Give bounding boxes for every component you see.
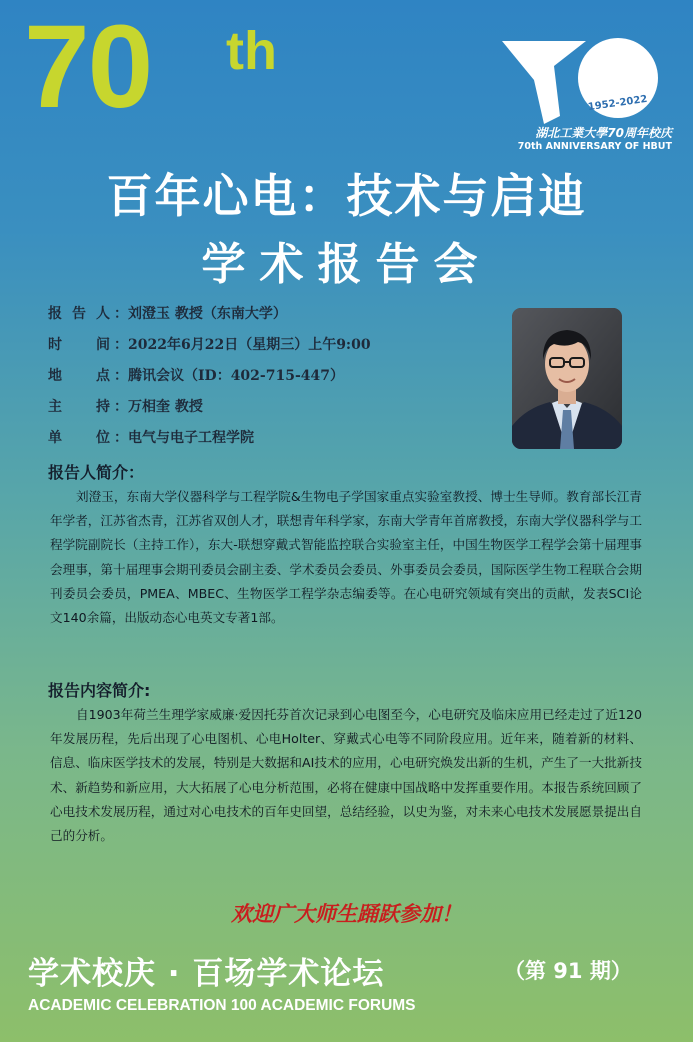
info-row-time [48,331,498,362]
sub-title: 学术报告会 [201,239,492,290]
issue-number: （第 91 期） [504,959,632,983]
abstract-text: 自1903年荷兰生理学家威廉·爱因托芬首次记录到心电图至今，心电研究及临床应用已经走过了近120年发展历程，先后出现了心电图机、心电Holter、穿戴式心电等不同阶段应用。近年来，随着新的材料、信息、临床医学技术的发展，特别是大数据和AI技术的应用，心电研究焕发出新的生机，产生了一大批新技术、新趋势和新应用，大大拓展了心电分析范围，必将在健康中国战略中发挥重要作用。本报告系统回顾了心电技术发展历程，通过对心电技术的百年史回望，总结经验，以史为鉴，对未来心电技术发展愿景提出自己的分析。 [50,707,642,844]
anniversary-number: 70 [24,1,152,133]
info-row-host [48,393,498,424]
info-separator: ： [114,399,128,415]
info-separator: ： [114,337,128,353]
info-separator: ： [114,368,128,384]
forum-title-english: ACADEMIC CELEBRATION 100 ACADEMIC FORUMS [28,997,416,1014]
bio-heading: 报告人简介： [48,463,145,482]
university-logo [500,36,675,156]
main-title: 百年心电：技术与启迪 [106,169,587,223]
info-row-location [48,362,498,393]
info-label: 地点 [48,368,110,384]
info-separator: ： [114,306,128,322]
info-label: 报告人 [48,306,110,322]
anniversary-logo-icon [500,36,675,128]
logo-english-text: 70th ANNIVERSARY OF HBUT [517,141,672,152]
info-label: 单位 [48,430,110,446]
info-row-unit [48,424,498,455]
info-value: 刘澄玉 教授（东南大学） [128,306,287,322]
logo-chinese-text: 湖北工業大學70周年校庆 [535,126,672,140]
bio-text: 刘澄玉，东南大学仪器科学与工程学院&生物电子学国家重点实验室教授、博士生导师。教育部长江青年学者，江苏省杰青，江苏省双创人才，联想青年科学家，东南大学青年首席教授，东南大学仪器科学与工程学院副院长（主持工作），东大-联想穿戴式智能监控联合实验室主任，中国生物医学工程学会第十届理事会理事，第十届理事会期刊委员会副主委、学术委员会委员、外事委员会委员，国际医学生物工程联合会期刊委员会委员，PMEA、MBEC、生物医学工程学杂志编委等。在心电研究领域有突出的贡献，发表SCI论文140余篇，出版动态心电英文专著1部。 [50,489,642,626]
info-label: 时间 [48,337,110,353]
info-value: 电气与电子工程学院 [128,430,254,446]
welcome-message: 欢迎广大师生踊跃参加！ [231,901,462,926]
event-info [48,300,498,455]
info-separator: ： [114,430,128,446]
info-row-speaker [48,300,498,331]
info-value: 万相奎 教授 [128,399,203,415]
abstract-heading: 报告内容简介: [48,681,151,700]
info-value: 腾讯会议（ID：402-715-447） [128,368,344,384]
info-label: 主持 [48,399,110,415]
speaker-photo [512,308,622,449]
logo-years: 1952-2022 [587,93,649,114]
forum-title: 学术校庆 · 百场学术论坛 [28,956,385,992]
info-value: 2022年6月22日（星期三）上午9:00 [128,337,371,353]
speaker-portrait-icon [512,308,622,449]
anniversary-suffix: th [226,21,277,81]
